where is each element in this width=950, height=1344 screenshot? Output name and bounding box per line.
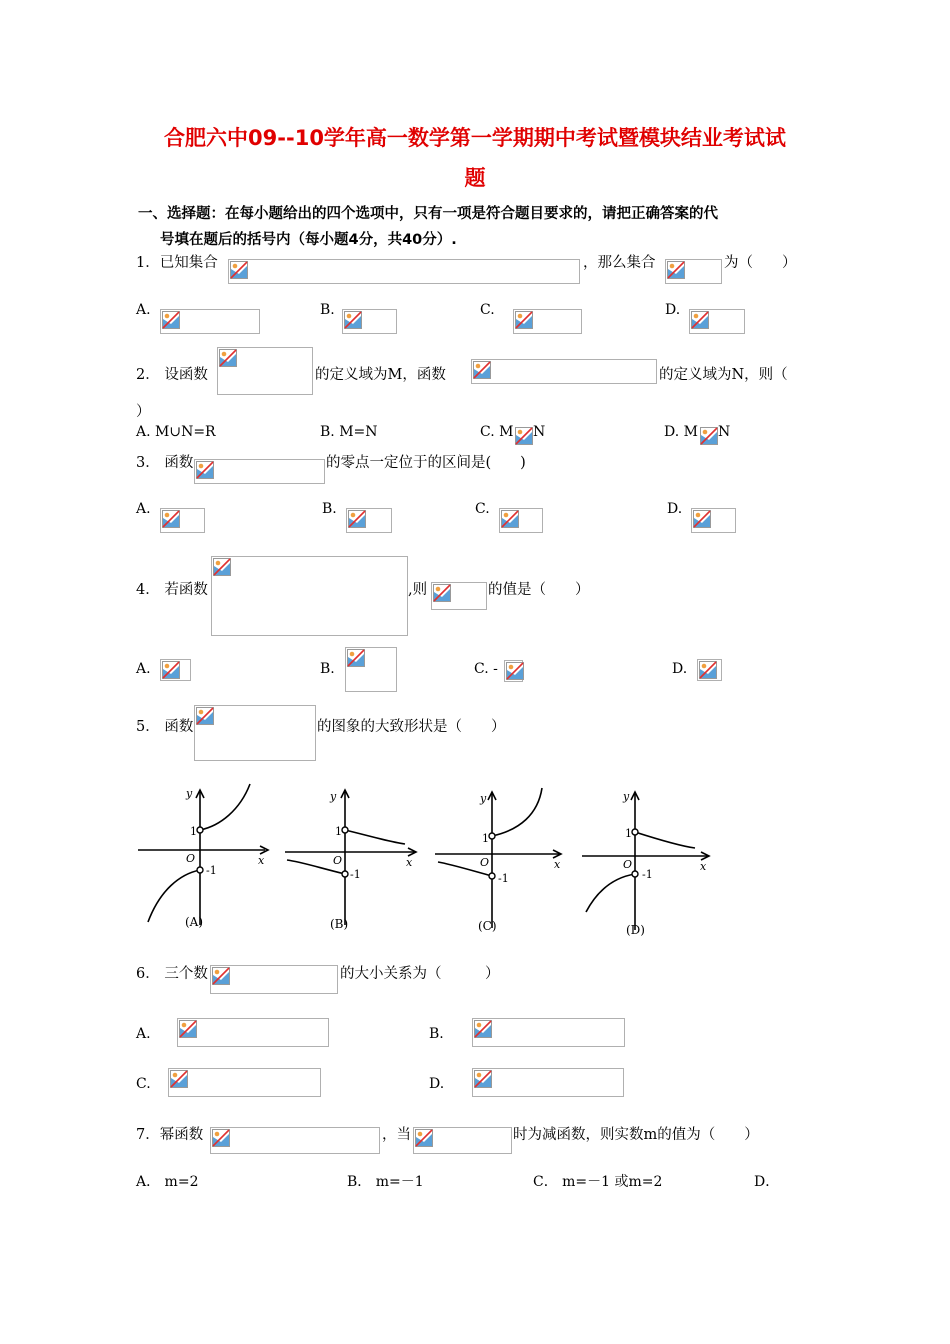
- broken-image-icon: [179, 1020, 197, 1038]
- q5-graph-options: [130, 780, 730, 940]
- broken-image-icon: [433, 584, 451, 602]
- q3-option-a-label: A.: [136, 501, 151, 517]
- broken-image-icon: [506, 662, 524, 680]
- graph-b-caption: (B): [330, 917, 349, 931]
- q7-func-image: [210, 1127, 380, 1154]
- graph-c-caption: (C): [478, 919, 497, 933]
- q3-option-a-image: [160, 508, 205, 533]
- graph-c-tick-neg1: -1: [498, 872, 509, 885]
- page-title: 合肥六中09--10学年高一数学第一学期期中考试暨模块结业考试试: [164, 126, 786, 150]
- graph-a-tick-neg1: -1: [206, 864, 217, 877]
- q2-paren: ）: [136, 404, 151, 420]
- q2-option-b: B. M=N: [320, 424, 378, 440]
- q4-option-b-image: [345, 647, 397, 692]
- q3-option-b-label: B.: [322, 501, 337, 517]
- broken-image-icon: [213, 558, 231, 576]
- graph-d-x-label: x: [700, 860, 707, 873]
- q4-option-d-image: [697, 659, 722, 681]
- q1-option-b-label: B.: [320, 302, 335, 318]
- q6-option-d-image: [472, 1068, 624, 1097]
- broken-image-icon: [699, 661, 717, 679]
- q4-text-end: 的值是（ ）: [488, 582, 590, 598]
- q4-option-c-image: [504, 660, 523, 682]
- broken-image-icon: [691, 311, 709, 329]
- q2-option-d-symbol-image: [699, 426, 719, 444]
- q6-numbers-image: [210, 965, 338, 994]
- q2-option-d: D. M: [664, 424, 698, 440]
- graph-b-tick-neg1: -1: [350, 868, 361, 881]
- broken-image-icon: [501, 510, 519, 528]
- q5-func-image: [194, 705, 316, 761]
- q7-option-b: B． m=－1: [347, 1174, 424, 1190]
- graph-d-y-label: y: [623, 790, 630, 803]
- q7-text-end: 时为减函数，则实数m的值为（ ）: [513, 1127, 759, 1143]
- q4-option-d-label: D.: [672, 661, 688, 677]
- q3-text-end: 的零点一定位于的区间是( ): [326, 455, 526, 471]
- q6-option-d-label: D.: [429, 1076, 445, 1092]
- q1-text: 1．已知集合: [136, 255, 218, 271]
- q4-option-a-image: [160, 659, 191, 681]
- q2-text-mid: 的定义域为M，函数: [315, 367, 446, 383]
- q1-option-d-label: D.: [665, 302, 681, 318]
- graph-c-origin: O: [480, 856, 490, 869]
- graph-d-origin: O: [623, 858, 633, 871]
- q2-func2-image: [471, 359, 657, 384]
- graph-b: [285, 790, 416, 925]
- broken-image-icon: [693, 510, 711, 528]
- q1-text-mid: ，那么集合: [583, 255, 656, 271]
- q4-option-a-label: A.: [136, 661, 151, 677]
- graph-b-origin: O: [333, 854, 343, 867]
- q2-option-a: A. M∪N=R: [136, 424, 216, 440]
- q6-option-a-image: [177, 1018, 329, 1047]
- section-heading-cont: 号填在题后的括号内（每小题4分，共40分）.: [160, 232, 457, 248]
- q3-func-image: [194, 459, 325, 484]
- graph-d-tick-neg1: -1: [642, 868, 653, 881]
- broken-image-icon: [162, 661, 180, 679]
- q6-text: 6． 三个数: [136, 966, 208, 982]
- broken-image-icon: [162, 311, 180, 329]
- section-heading: 一、选择题：在每小题给出的四个选项中，只有一项是符合题目要求的，请把正确答案的代: [138, 206, 718, 222]
- broken-image-icon: [473, 361, 491, 379]
- graph-c-y-label: y: [480, 792, 487, 805]
- q2-text-end: 的定义域为N，则（: [659, 367, 788, 383]
- broken-image-icon: [474, 1020, 492, 1038]
- broken-image-icon: [196, 461, 214, 479]
- graph-d-caption: (D): [626, 923, 645, 937]
- broken-image-icon: [700, 427, 718, 445]
- broken-image-icon: [667, 261, 685, 279]
- q4-option-b-label: B.: [320, 661, 335, 677]
- q7-text: 7．幂函数: [136, 1127, 204, 1143]
- q2-text: 2． 设函数: [136, 367, 208, 383]
- q7-option-d: D．: [754, 1174, 780, 1190]
- q2-option-c-end: N: [533, 424, 546, 440]
- q2-option-d-end: N: [718, 424, 731, 440]
- page-title-cont: 题: [464, 166, 486, 190]
- q3-option-d-image: [691, 508, 736, 533]
- q1-option-a-image: [160, 309, 260, 334]
- q5-text-end: 的图象的大致形状是（ ）: [317, 719, 506, 735]
- q3-text: 3． 函数: [136, 455, 194, 471]
- graph-c-tick-1: 1: [482, 832, 489, 845]
- q4-text: 4． 若函数: [136, 582, 208, 598]
- q3-option-c-image: [499, 508, 543, 533]
- broken-image-icon: [219, 349, 237, 367]
- q1-text-end: 为（ ）: [724, 255, 797, 271]
- q1-option-a-label: A.: [136, 302, 151, 318]
- q7-interval-image: [413, 1127, 512, 1154]
- broken-image-icon: [347, 649, 365, 667]
- graph-a: [138, 784, 268, 925]
- q6-option-b-label: B.: [429, 1026, 444, 1042]
- q6-option-c-label: C.: [136, 1076, 151, 1092]
- q2-func1-image: [217, 347, 313, 395]
- broken-image-icon: [212, 1129, 230, 1147]
- q1-option-b-image: [342, 309, 397, 334]
- q1-option-d-image: [689, 309, 745, 334]
- q4-option-c-label: C. -: [474, 661, 498, 677]
- graph-a-caption: (A): [185, 915, 204, 929]
- q1-option-c-image: [513, 309, 582, 334]
- q1-set-image: [665, 259, 722, 284]
- graph-a-x-label: x: [258, 854, 265, 867]
- graph-d-tick-1: 1: [625, 827, 632, 840]
- q1-option-c-label: C.: [480, 302, 495, 318]
- q7-text-mid: ，当: [382, 1127, 411, 1143]
- q4-piecewise-image: [211, 556, 408, 636]
- broken-image-icon: [474, 1070, 492, 1088]
- q3-option-b-image: [346, 508, 392, 533]
- q4-expr-image: [431, 582, 487, 610]
- broken-image-icon: [170, 1070, 188, 1088]
- graph-a-tick-1: 1: [190, 825, 197, 838]
- broken-image-icon: [196, 707, 214, 725]
- q6-option-b-image: [472, 1018, 625, 1047]
- broken-image-icon: [515, 427, 533, 445]
- graph-b-tick-1: 1: [335, 825, 342, 838]
- q3-option-c-label: C.: [475, 501, 490, 517]
- graph-c-x-label: x: [554, 858, 561, 871]
- graph-b-x-label: x: [406, 856, 413, 869]
- q3-option-d-label: D.: [667, 501, 683, 517]
- broken-image-icon: [162, 510, 180, 528]
- broken-image-icon: [515, 311, 533, 329]
- graph-c: [435, 788, 561, 928]
- graph-a-y-label: y: [186, 787, 193, 800]
- broken-image-icon: [415, 1129, 433, 1147]
- graph-b-y-label: y: [330, 790, 337, 803]
- q1-formula-image: [228, 259, 580, 284]
- q6-option-c-image: [168, 1068, 321, 1097]
- q7-option-a: A． m=2: [136, 1174, 199, 1190]
- q2-option-c-symbol-image: [514, 426, 534, 444]
- q7-option-c: C． m=－1 或m=2: [533, 1174, 663, 1190]
- q6-text-end: 的大小关系为（ ）: [340, 966, 500, 982]
- q2-option-c: C. M: [480, 424, 514, 440]
- broken-image-icon: [348, 510, 366, 528]
- broken-image-icon: [344, 311, 362, 329]
- broken-image-icon: [230, 261, 248, 279]
- q6-option-a-label: A.: [136, 1026, 151, 1042]
- broken-image-icon: [212, 967, 230, 985]
- graph-a-origin: O: [186, 852, 196, 865]
- q5-text: 5． 函数: [136, 719, 194, 735]
- graph-d: [582, 792, 709, 930]
- q4-text-mid: ,则: [408, 582, 428, 598]
